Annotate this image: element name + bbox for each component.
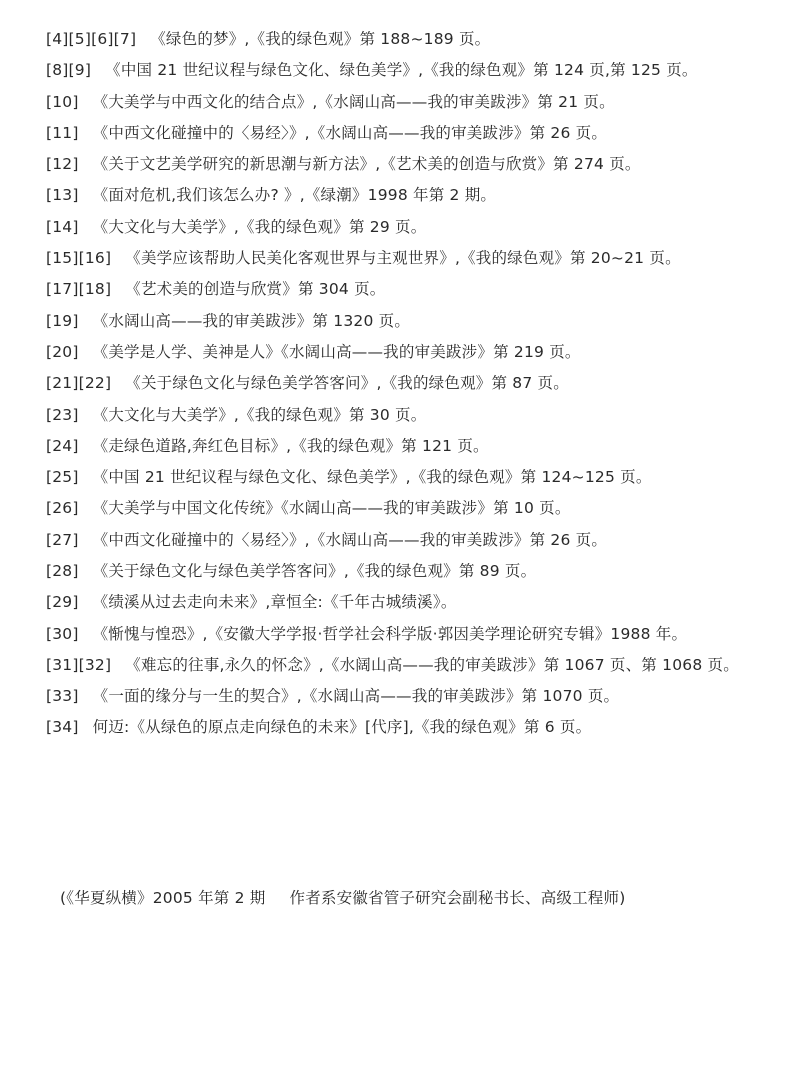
reference-item	[46, 306, 776, 337]
reference-item	[46, 493, 776, 524]
reference-item	[46, 180, 776, 211]
reference-number: [4][5][6][7]	[46, 30, 137, 48]
reference-number: [33]	[46, 686, 79, 705]
reference-number: [12]	[46, 155, 79, 174]
reference-text: 何迈:《从绿色的原点走向绿色的未来》[代序],《我的绿色观》第 6 页。	[92, 718, 592, 737]
reference-text: 《关于文艺美学研究的新思潮与新方法》,《艺术美的创造与欣赏》第 274 页。	[92, 155, 641, 174]
reference-number: [23]	[46, 405, 79, 424]
reference-text: 《绩溪从过去走向未来》,章恒全:《千年古城绩溪》。	[92, 593, 457, 612]
reference-item	[46, 118, 776, 149]
reference-text: 《中西文化碰撞中的〈易经〉》,《水阔山高——我的审美跋涉》第 26 页。	[92, 530, 608, 549]
reference-item	[46, 87, 776, 118]
footer-source: (《华夏纵横》2005 年第 2 期	[60, 889, 266, 907]
reference-number: [8][9]	[46, 61, 92, 80]
reference-number: [26]	[46, 499, 79, 518]
reference-text: 《面对危机,我们该怎么办? 》,《绿潮》1998 年第 2 期。	[92, 186, 497, 205]
reference-text: 《关于绿色文化与绿色美学答客问》,《我的绿色观》第 89 页。	[92, 562, 537, 581]
reference-text: 《大美学与中国文化传统》《水阔山高——我的审美跋涉》第 10 页。	[92, 499, 571, 518]
reference-text: 《关于绿色文化与绿色美学答客问》,《我的绿色观》第 87 页。	[125, 374, 569, 393]
footer-author: 作者系安徽省管子研究会副秘书长、高级工程师)	[289, 889, 626, 907]
reference-text: 《艺术美的创造与欣赏》第 304 页。	[125, 280, 386, 299]
reference-number: [19]	[46, 311, 79, 330]
reference-number: [31][32]	[46, 655, 112, 674]
reference-item	[46, 681, 776, 712]
reference-item	[46, 149, 776, 180]
source-footer	[46, 883, 790, 913]
reference-text: 《大美学与中西文化的结合点》,《水阔山高——我的审美跋涉》第 21 页。	[92, 92, 615, 111]
reference-text: 《走绿色道路,奔红色目标》,《我的绿色观》第 121 页。	[92, 436, 489, 455]
reference-text: 《大文化与大美学》,《我的绿色观》第 30 页。	[92, 405, 427, 424]
reference-item	[46, 24, 776, 55]
reference-number: [13]	[46, 186, 79, 205]
reference-number: [17][18]	[46, 280, 112, 299]
reference-text: 《绿色的梦》,《我的绿色观》第 188~189 页。	[150, 30, 491, 48]
reference-text: 《大文化与大美学》,《我的绿色观》第 29 页。	[92, 217, 427, 236]
reference-list	[46, 24, 776, 744]
reference-item	[46, 368, 776, 399]
reference-text: 《中国 21 世纪议程与绿色文化、绿色美学》,《我的绿色观》第 124~125 页。	[92, 468, 652, 487]
reference-number: [21][22]	[46, 374, 112, 393]
reference-text: 《水阔山高——我的审美跋涉》第 1320 页。	[92, 311, 411, 330]
reference-text: 《中国 21 世纪议程与绿色文化、绿色美学》,《我的绿色观》第 124 页,第 125 页。	[105, 61, 698, 80]
reference-text: 《一面的缘分与一生的契合》,《水阔山高——我的审美跋涉》第 1070 页。	[92, 686, 620, 705]
reference-item	[46, 337, 776, 368]
reference-number: [28]	[46, 562, 79, 581]
reference-item	[46, 650, 776, 681]
reference-item	[46, 619, 776, 650]
reference-item	[46, 212, 776, 243]
reference-number: [15][16]	[46, 249, 112, 268]
reference-text: 《中西文化碰撞中的〈易经〉》,《水阔山高——我的审美跋涉》第 26 页。	[92, 123, 608, 142]
reference-item	[46, 525, 776, 556]
reference-number: [27]	[46, 530, 79, 549]
reference-number: [10]	[46, 92, 79, 111]
reference-item	[46, 587, 776, 618]
reference-item	[46, 55, 776, 86]
reference-number: [25]	[46, 468, 79, 487]
reference-item	[46, 462, 776, 493]
reference-item	[46, 243, 776, 274]
reference-number: [30]	[46, 624, 79, 643]
reference-item	[46, 400, 776, 431]
reference-item	[46, 556, 776, 587]
reference-text: 《美学是人学、美神是人》《水阔山高——我的审美跋涉》第 219 页。	[92, 342, 581, 361]
reference-text: 《难忘的往事,永久的怀念》,《水阔山高——我的审美跋涉》第 1067 页、第 1068 页。	[125, 655, 739, 674]
reference-text: 《惭愧与惶恐》,《安徽大学学报·哲学社会科学版·郭因美学理论研究专辑》1988 年。	[92, 624, 688, 643]
reference-item	[46, 431, 776, 462]
reference-item	[46, 274, 776, 305]
reference-number: [24]	[46, 436, 79, 455]
reference-text: 《美学应该帮助人民美化客观世界与主观世界》,《我的绿色观》第 20~21 页。	[125, 249, 681, 268]
reference-number: [34]	[46, 718, 79, 737]
reference-number: [20]	[46, 342, 79, 361]
reference-number: [11]	[46, 123, 79, 142]
reference-item	[46, 712, 776, 743]
reference-number: [29]	[46, 593, 79, 612]
reference-number: [14]	[46, 217, 79, 236]
